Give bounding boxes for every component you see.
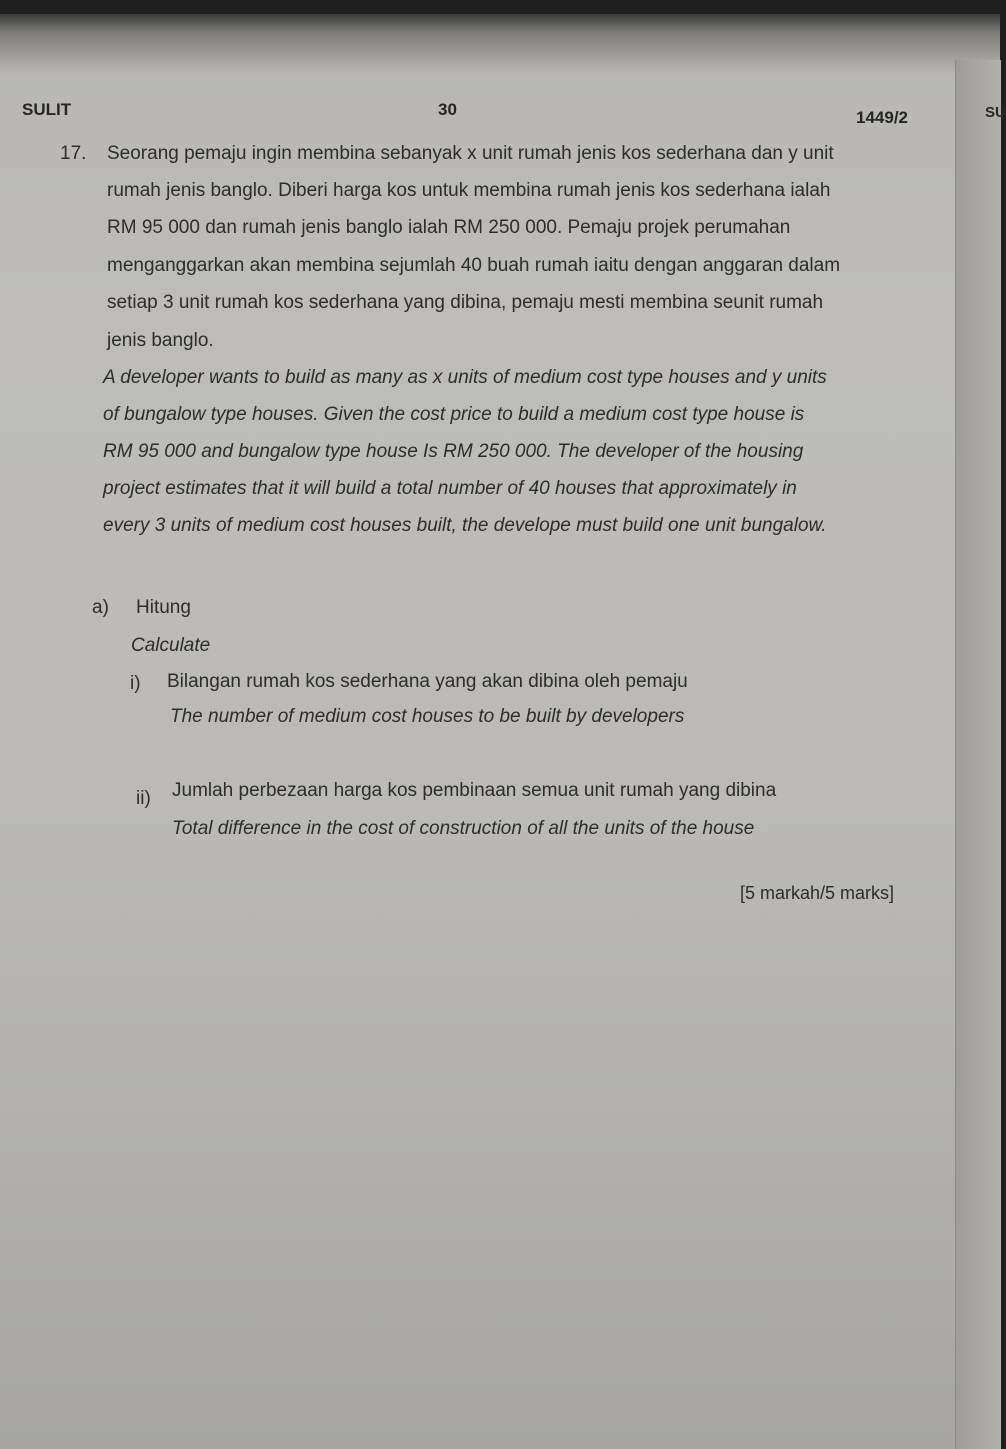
- item-ii-english: Total difference in the cost of construction of all the units of the house: [172, 818, 755, 839]
- marks-label: [5 markah/5 marks]: [740, 883, 895, 903]
- malay-line: jenis banglo.: [107, 330, 214, 351]
- item-i-english: The number of medium cost houses to be built by developers: [170, 706, 685, 727]
- page-number: 30: [438, 100, 457, 119]
- sulit-label: SULIT: [22, 100, 72, 119]
- malay-line: menganggarkan akan membina sejumlah 40 buah rumah iaitu dengan anggaran dalam: [107, 255, 841, 276]
- part-a-english: Calculate: [131, 635, 211, 656]
- item-ii-label: ii): [136, 788, 151, 809]
- malay-line: RM 95 000 dan rumah jenis banglo ialah RM 250 000. Pemaju projek perumahan: [107, 217, 791, 238]
- question-number: 17.: [60, 143, 87, 164]
- adjacent-page-label: SU: [985, 104, 1006, 121]
- english-line: every 3 units of medium cost houses built, the develope must build one unit bungalow.: [103, 515, 827, 536]
- english-line: A developer wants to build as many as x units of medium cost type houses and y units: [103, 367, 827, 388]
- english-line: project estimates that it will build a total number of 40 houses that approximately in: [103, 478, 797, 499]
- item-i-label: i): [130, 673, 141, 694]
- paper-code: 1449/2: [856, 108, 908, 127]
- adjacent-page-edge: [955, 60, 1001, 1449]
- malay-line: rumah jenis banglo. Diberi harga kos untuk membina rumah jenis kos sederhana ialah: [107, 180, 831, 201]
- malay-line: Seorang pemaju ingin membina sebanyak x unit rumah jenis kos sederhana dan y unit: [107, 143, 834, 164]
- english-line: RM 95 000 and bungalow type house Is RM 250 000. The developer of the housing: [103, 441, 804, 462]
- page-top-shadow: [0, 14, 1000, 74]
- malay-line: setiap 3 unit rumah kos sederhana yang dibina, pemaju mesti membina seunit rumah: [107, 292, 824, 313]
- english-line: of bungalow type houses. Given the cost price to build a medium cost type house is: [103, 404, 805, 425]
- part-a-label: a): [92, 597, 109, 618]
- part-a-malay: Hitung: [136, 597, 191, 618]
- item-ii-malay: Jumlah perbezaan harga kos pembinaan semua unit rumah yang dibina: [172, 780, 777, 801]
- item-i-malay: Bilangan rumah kos sederhana yang akan dibina oleh pemaju: [167, 671, 688, 692]
